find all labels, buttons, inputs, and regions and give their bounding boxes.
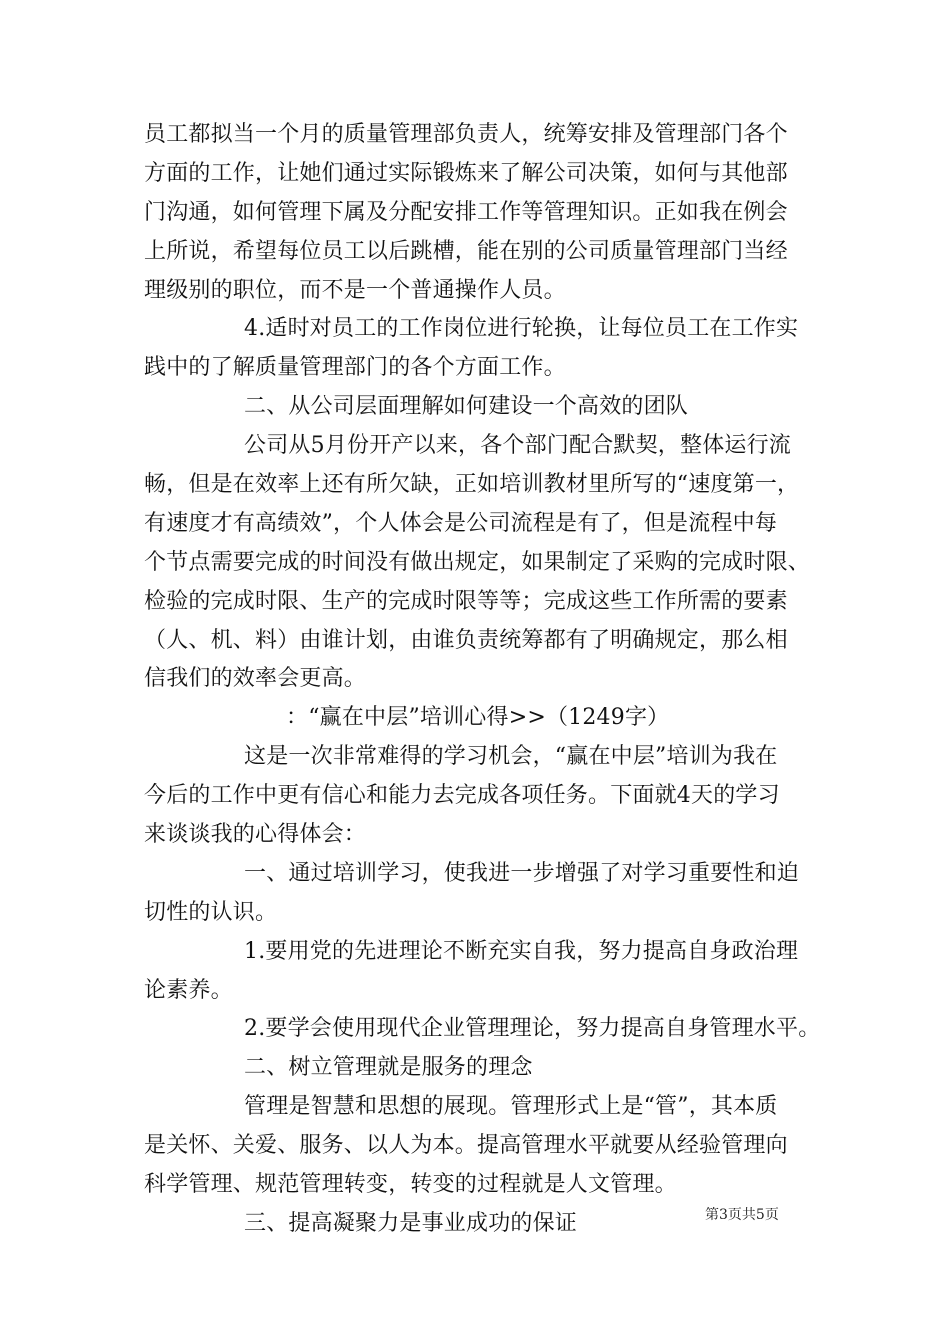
article-title: ：“赢在中层”培训心得>>（1249字） [286, 705, 670, 731]
section-heading: 二、树立管理就是服务的理念 [244, 1055, 533, 1081]
section-heading: 二、从公司层面理解如何建设一个高效的团队 [244, 394, 689, 420]
list-item-line: 2.要学会使用现代企业管理理论，努力提高自身管理水平。 [244, 1016, 821, 1042]
section-heading: 三、提高凝聚力是事业成功的保证 [244, 1210, 578, 1236]
paragraph-line: 来谈谈我的心得体会： [144, 822, 367, 848]
paragraph-line: 理级别的职位，而不是一个普通操作人员。 [144, 277, 566, 303]
paragraph-line: 上所说，希望每位员工以后跳槽，能在别的公司质量管理部门当经 [144, 238, 788, 264]
paragraph-line: 践中的了解质量管理部门的各个方面工作。 [144, 355, 566, 381]
document-body [144, 116, 821, 1244]
paragraph-line: 公司从5月份开产以来，各个部门配合默契，整体运行流 [244, 433, 791, 459]
paragraph-line: 员工都拟当一个月的质量管理部负责人，统筹安排及管理部门各个 [144, 122, 788, 147]
paragraph-line: 论素养。 [144, 977, 233, 1003]
paragraph-line: 门沟通，如何管理下属及分配安排工作等管理知识。正如我在例会 [144, 199, 788, 225]
paragraph-line: 切性的认识。 [144, 899, 278, 925]
paragraph-line: 这是一次非常难得的学习机会，“赢在中层”培训为我在 [244, 744, 778, 770]
page-number-footer: 第3页共5页 [705, 1207, 779, 1223]
paragraph-line: 管理是智慧和思想的展现。管理形式上是“管”，其本质 [244, 1094, 778, 1120]
paragraph-line: 个节点需要完成的时间没有做出规定，如果制定了采购的完成时限、 [144, 549, 811, 575]
paragraph-line: 信我们的效率会更高。 [144, 666, 367, 692]
paragraph-line: （人、机、料）由谁计划，由谁负责统筹都有了明确规定，那么相 [144, 627, 788, 653]
list-item-line: 4.适时对员工的工作岗位进行轮换，让每位员工在工作实 [244, 316, 799, 342]
paragraph-line: 是关怀、关爱、服务、以人为本。提高管理水平就要从经验管理向 [144, 1133, 788, 1159]
list-item-line: 1.要用党的先进理论不断充实自我，努力提高自身政治理 [244, 938, 799, 964]
paragraph-line: 检验的完成时限、生产的完成时限等等；完成这些工作所需的要素 [144, 588, 788, 614]
paragraph-line: 今后的工作中更有信心和能力去完成各项任务。下面就4天的学习 [144, 783, 780, 809]
paragraph-line: 有速度才有高绩效”，个人体会是公司流程是有了，但是流程中每 [144, 510, 778, 536]
paragraph-line: 科学管理、规范管理转变，转变的过程就是人文管理。 [144, 1172, 677, 1198]
paragraph-line: 畅，但是在效率上还有所欠缺，正如培训教材里所写的“速度第一， [144, 472, 800, 498]
paragraph-line: 方面的工作，让她们通过实际锻炼来了解公司决策，如何与其他部 [144, 160, 788, 186]
section-heading: 一、通过培训学习，使我进一步增强了对学习重要性和迫 [244, 860, 800, 886]
